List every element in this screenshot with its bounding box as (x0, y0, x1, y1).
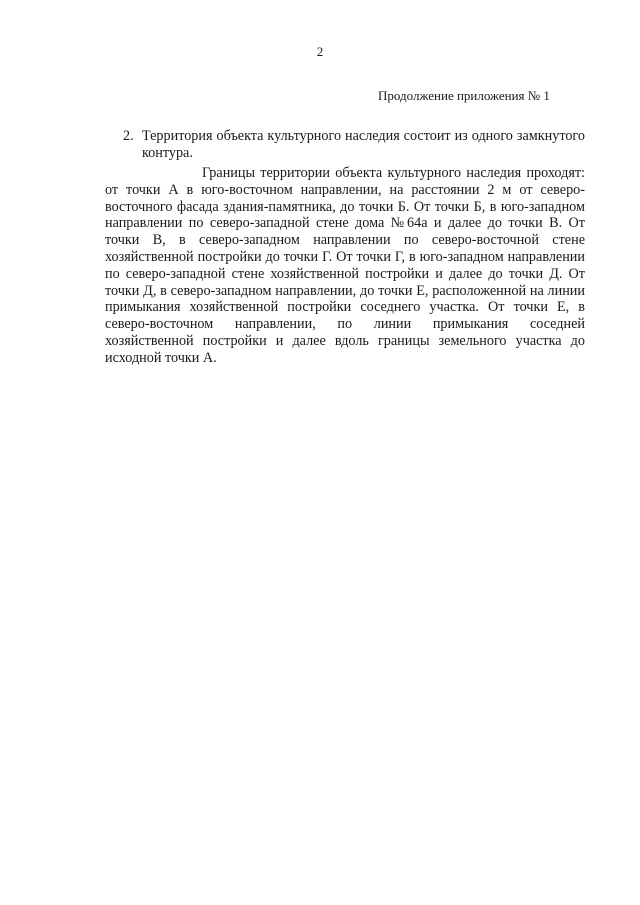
section-heading (123, 128, 585, 162)
section-heading-text: Территория объекта культурного наследия состоит из одного замкнутого контура. (142, 128, 585, 161)
section-2 (123, 128, 585, 162)
boundary-description-paragraph: Границы территории объекта культурного наследия проходят: от точки А в юго-восточном направлении, на расстоянии 2 м от северо-восточного фасада здания-памятника, до точки Б. От точки Б, в юго-западном направлении по северо-западной стене дома №64а и далее до точки В. От точки В, в северо-западном направлении по северо-восточной стене хозяйственной постройки до точки Г. От точки Г, в юго-западном направлении по северо-западной стене хозяйственной постройки и далее до точки Д. От точки Д, в северо-западном направлении, до точки Е, расположенной на линии примыкания хозяйственной постройки соседнего участка. От точки Е, в северо-восточном направлении, по линии примыкания соседней хозяйственной постройки и далее вдоль границы земельного участка до исходной точки А. (105, 165, 585, 366)
section-number: 2. (123, 128, 134, 144)
page-number: 2 (316, 44, 324, 59)
appendix-continuation-note: Продолжение приложения № 1 (378, 88, 550, 103)
